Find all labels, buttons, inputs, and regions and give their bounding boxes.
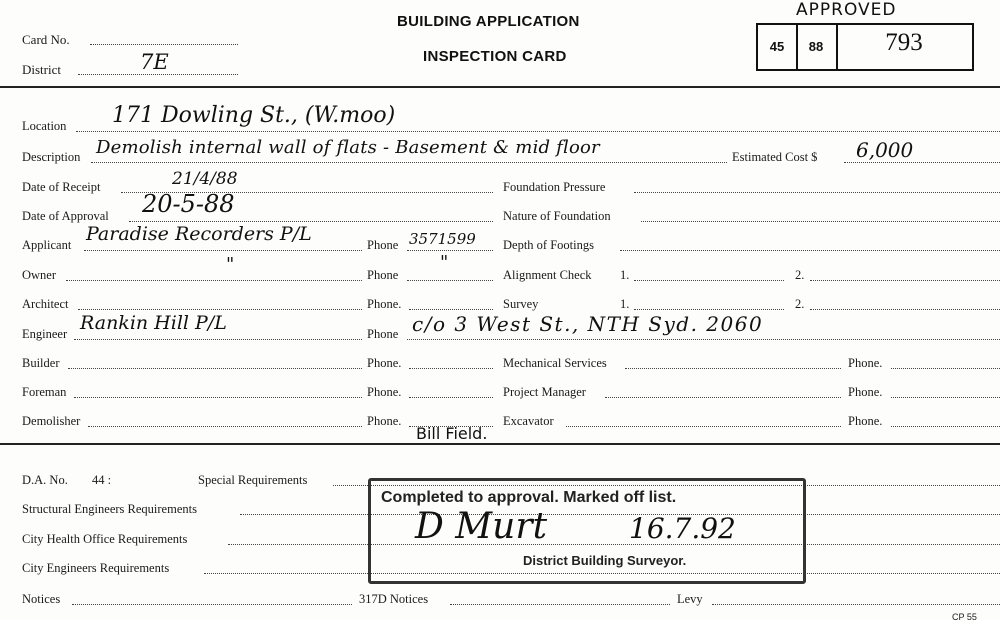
applicant-phone-label: Phone <box>367 238 399 252</box>
stamp-date: 16.7.92 <box>629 512 736 545</box>
district-label: District <box>22 62 61 77</box>
form-subtitle: INSPECTION CARD <box>423 48 567 65</box>
excavator-dots <box>566 426 841 427</box>
survey-label: Survey <box>503 297 539 311</box>
foreman-phone-label: Phone. <box>367 385 402 399</box>
da-no-value: 44 : <box>92 473 112 487</box>
stamp-completed-text: Completed to approval. Marked off list. <box>381 489 677 506</box>
builder-label: Builder <box>22 356 60 370</box>
location-value: 171 Dowling St., (W.moo) <box>112 103 396 128</box>
alignment-check-1-dots <box>634 280 784 281</box>
district-dots <box>78 74 238 75</box>
project-manager-phone-dots <box>891 397 1000 398</box>
description-value: Demolish internal wall of flats - Basement & mid floor <box>96 137 600 158</box>
survey-1-dots <box>634 309 784 310</box>
nature-of-foundation-dots <box>641 221 1000 222</box>
notices-dots <box>72 604 352 605</box>
depth-of-footings-label: Depth of Footings <box>503 238 594 252</box>
demolisher-label: Demolisher <box>22 414 81 428</box>
owner-phone-dots <box>407 280 493 281</box>
notices-317d-dots <box>450 604 670 605</box>
applicant-phone-dots <box>407 250 493 251</box>
owner-dots <box>66 280 362 281</box>
approved-mark: APPROVED <box>796 0 897 20</box>
architect-phone-label: Phone. <box>367 297 402 311</box>
card-no-label: Card No. <box>22 32 70 47</box>
district-value: 7E <box>140 50 169 74</box>
estimated-cost-value: 6,000 <box>856 138 914 162</box>
foundation-pressure-dots <box>634 192 1000 193</box>
demolisher-phone-label: Phone. <box>367 414 402 428</box>
owner-phone-label: Phone <box>367 268 399 282</box>
estimated-cost-dots <box>844 162 1000 163</box>
reference-box-cell-3: 793 <box>885 29 923 56</box>
form-code: CP 55 <box>952 612 977 622</box>
date-of-approval-label: Date of Approval <box>22 209 109 223</box>
description-label: Description <box>22 150 81 164</box>
alignment-check-label: Alignment Check <box>503 268 592 282</box>
alignment-check-2-dots <box>810 280 1000 281</box>
reference-box-cell-1: 45 <box>769 39 785 54</box>
engineer-phone-label: Phone <box>367 327 399 341</box>
levy-dots <box>712 604 1000 605</box>
mechanical-services-label: Mechanical Services <box>503 356 607 370</box>
owner-phone-value: " <box>440 252 449 273</box>
excavator-label: Excavator <box>503 414 554 428</box>
architect-phone-dots <box>409 309 493 310</box>
reference-box-cell-2: 88 <box>808 39 824 54</box>
applicant-value: Paradise Recorders P/L <box>86 223 312 245</box>
builder-dots <box>68 368 362 369</box>
foreman-label: Foreman <box>22 385 67 399</box>
date-of-approval-dots <box>129 221 493 222</box>
middle-rule <box>0 443 1000 445</box>
alignment-check-1: 1. <box>620 268 630 282</box>
engineer-label: Engineer <box>22 327 68 341</box>
card-no-dots <box>90 44 238 45</box>
completion-stamp <box>368 478 806 584</box>
city-engineers-label: City Engineers Requirements <box>22 561 170 575</box>
mechanical-services-phone-dots <box>891 368 1000 369</box>
excavator-phone-dots <box>891 426 1000 427</box>
date-of-approval-value: 20-5-88 <box>142 190 235 218</box>
city-health-label: City Health Office Requirements <box>22 532 188 546</box>
special-requirements-label: Special Requirements <box>198 473 308 487</box>
demolisher-note: Bill Field. <box>416 424 488 443</box>
builder-phone-dots <box>409 368 493 369</box>
location-dots <box>76 131 1000 132</box>
mechanical-services-phone-label: Phone. <box>848 356 883 370</box>
project-manager-label: Project Manager <box>503 385 586 399</box>
da-no-label: D.A. No. <box>22 473 68 487</box>
demolisher-dots <box>88 426 362 427</box>
levy-label: Levy <box>677 592 703 606</box>
foundation-pressure-label: Foundation Pressure <box>503 180 606 194</box>
foreman-phone-dots <box>409 397 493 398</box>
survey-1: 1. <box>620 297 630 311</box>
date-of-receipt-label: Date of Receipt <box>22 180 101 194</box>
date-of-receipt-value: 21/4/88 <box>172 169 238 189</box>
foreman-dots <box>74 397 362 398</box>
architect-label: Architect <box>22 297 69 311</box>
applicant-label: Applicant <box>22 238 72 252</box>
excavator-phone-label: Phone. <box>848 414 883 428</box>
project-manager-phone-label: Phone. <box>848 385 883 399</box>
location-label: Location <box>22 119 67 133</box>
stamp-signature: D Murt <box>415 506 548 547</box>
applicant-phone-value: 3571599 <box>409 230 476 248</box>
engineer-dots <box>74 339 362 340</box>
stamp-surveyor-text: District Building Surveyor. <box>523 553 687 568</box>
project-manager-dots <box>605 397 841 398</box>
depth-of-footings-dots <box>620 250 1000 251</box>
owner-value: " <box>226 254 235 275</box>
engineer-phone-dots <box>407 339 1000 340</box>
structural-engineers-label: Structural Engineers Requirements <box>22 502 197 516</box>
alignment-check-2: 2. <box>795 268 805 282</box>
survey-2: 2. <box>795 297 805 311</box>
engineer-phone-value: c/o 3 West St., NTH Syd. 2060 <box>412 312 764 336</box>
applicant-dots <box>84 250 362 251</box>
notices-label: Notices <box>22 592 61 606</box>
mechanical-services-dots <box>625 368 841 369</box>
builder-phone-label: Phone. <box>367 356 402 370</box>
architect-dots <box>78 309 362 310</box>
header-rule <box>0 86 1000 88</box>
nature-of-foundation-label: Nature of Foundation <box>503 209 611 223</box>
survey-2-dots <box>810 309 1000 310</box>
engineer-value: Rankin Hill P/L <box>80 312 227 334</box>
owner-label: Owner <box>22 268 57 282</box>
description-dots <box>91 162 727 163</box>
form-title: BUILDING APPLICATION <box>397 13 580 30</box>
notices-317d-label: 317D Notices <box>359 592 429 606</box>
estimated-cost-label: Estimated Cost $ <box>732 150 818 164</box>
